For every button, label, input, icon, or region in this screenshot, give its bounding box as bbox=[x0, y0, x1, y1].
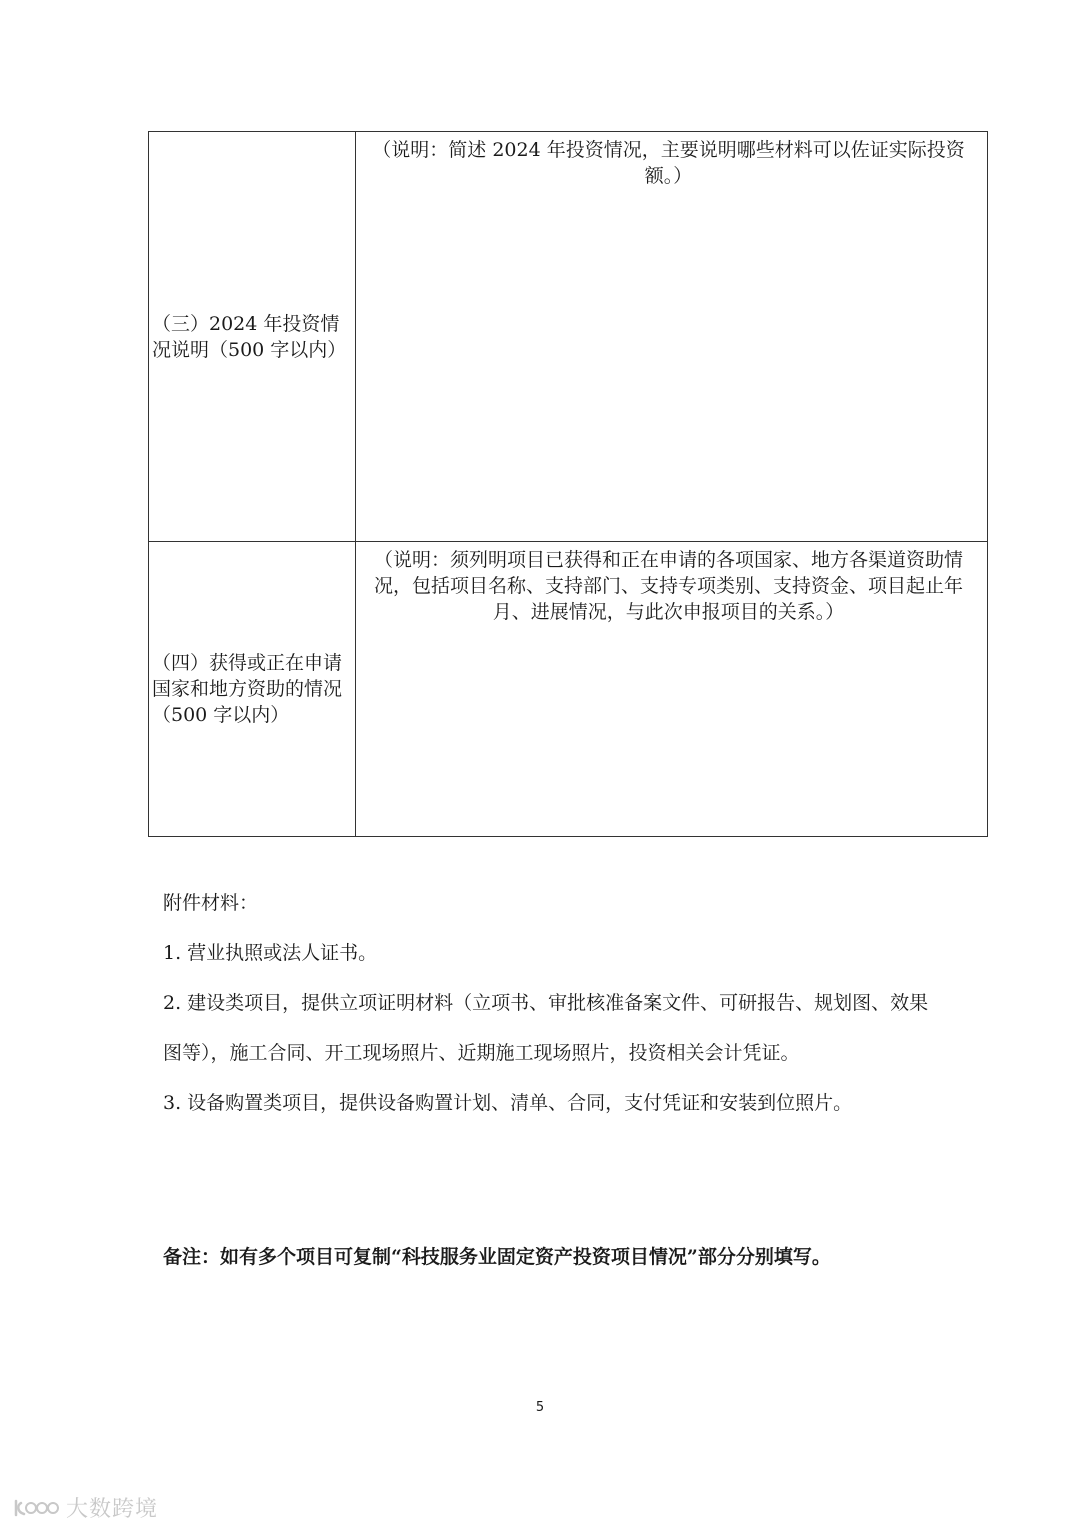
remark-note: 备注：如有多个项目可复制“科技服务业固定资产投资项目情况”部分分别填写。 bbox=[163, 1246, 831, 1268]
attachments-title: 附件材料： bbox=[163, 892, 259, 914]
row-label-funding-support: （四）获得或正在申请国家和地方资助的情况（500 字以内） bbox=[149, 542, 356, 837]
investment-info-table bbox=[148, 131, 988, 837]
instruction-note: （说明：须列明项目已获得和正在申请的各项国家、地方各渠道资助情况，包括项目名称、支持部门、支持专项类别、支持资金、项目起止年月、进展情况，与此次申报项目的关系。） bbox=[373, 549, 963, 623]
watermark-text: 大数跨境 bbox=[66, 1497, 159, 1522]
input-cell-funding-support[interactable] bbox=[356, 542, 988, 837]
attachment-item-1: 1. 营业执照或法人证书。 bbox=[163, 942, 378, 964]
table-row bbox=[149, 132, 988, 542]
attachment-item-2: 2. 建设类项目，提供立项证明材料（立项书、审批核准备案文件、可研报告、规划图、效果图等），施工合同、开工现场照片、近期施工现场照片，投资相关会计凭证。 bbox=[163, 992, 929, 1064]
instruction-note: （说明：简述 2024 年投资情况，主要说明哪些材料可以佐证实际投资额。） bbox=[372, 139, 965, 187]
attachments-section bbox=[163, 878, 933, 1128]
row-label-investment-2024: （三）2024 年投资情况说明（500 字以内） bbox=[149, 132, 356, 542]
brand-logo-icon bbox=[12, 1497, 60, 1519]
table-row bbox=[149, 542, 988, 837]
input-cell-investment-2024[interactable] bbox=[356, 132, 988, 542]
attachment-item-3: 3. 设备购置类项目，提供设备购置计划、清单、合同，支付凭证和安装到位照片。 bbox=[163, 1092, 853, 1114]
watermark bbox=[12, 1492, 158, 1523]
page-number: 5 bbox=[535, 1400, 545, 1415]
